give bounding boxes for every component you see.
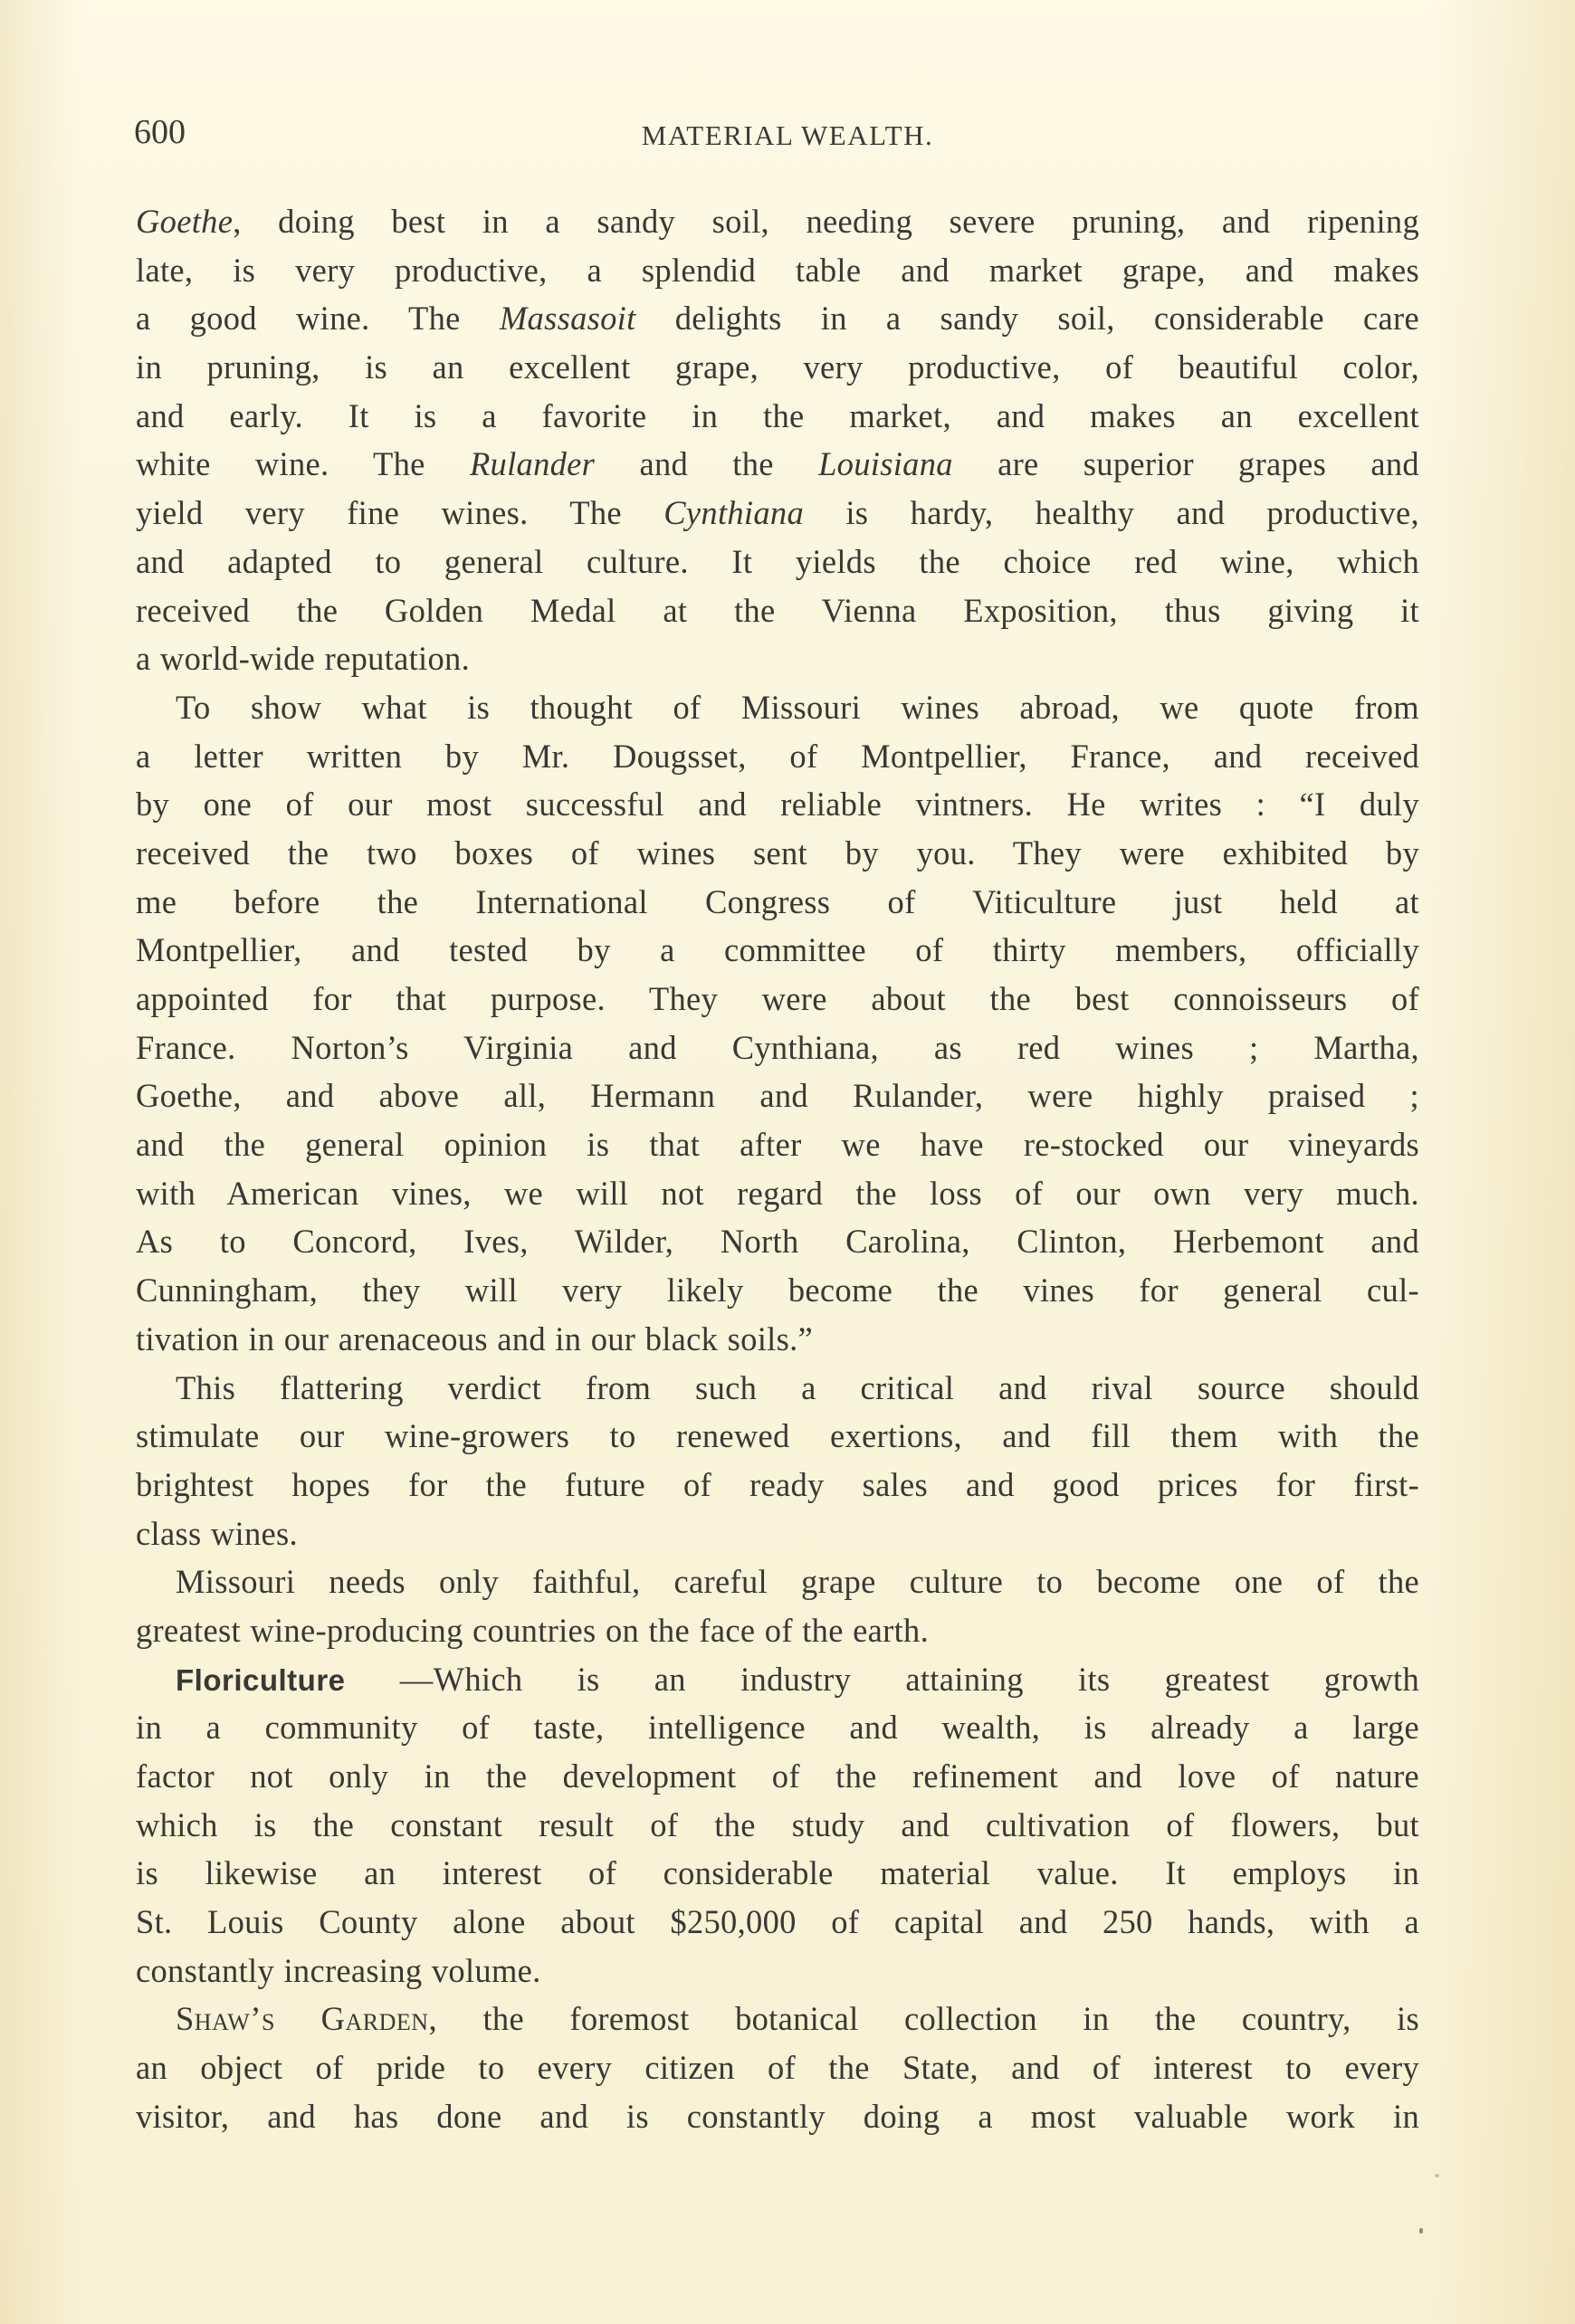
text-line [136,1266,1419,1315]
text-line [136,1024,1419,1072]
text-run: Missouri needs only faithful, careful grape culture to become one of the [176,1563,1419,1601]
text-run: This flattering verdict from such a critical and rival source should [176,1368,1419,1406]
text-line [136,732,1419,781]
text-run: constantly increasing volume. [136,1951,541,1989]
text-run: and adapted to general culture. It yields the choice red wine, which [136,542,1419,580]
text-run: tivation in our arenaceous and in our black soils.” [136,1319,814,1357]
text-line [136,1752,1419,1801]
text-line [136,1120,1419,1169]
text-line [136,1849,1419,1898]
text-line [136,197,1419,246]
text-line [136,586,1419,635]
text-run: with American vines, we will not regard the loss of our own very much. [136,1174,1419,1212]
text-line [136,392,1419,441]
text-run: factor not only in the development of the refinement and love of nature [136,1757,1419,1795]
italic-term: Cynthiana [663,494,805,532]
text-run: visitor, and has done and is constantly doing a most valuable work in [136,2097,1419,2135]
text-run: in pruning, is an excellent grape, very productive, of beautiful color, [136,348,1419,386]
text-line [136,975,1419,1024]
text-line [136,1606,1419,1655]
text-run: , doing best in a sandy soil, needing severe pruning, and ripening [233,203,1419,240]
text-run: late, is very productive, a splendid table and market grape, and makes [136,251,1419,289]
text-line [136,489,1419,538]
text-run: a good wine. The [136,300,500,338]
text-run: France. Norton’s Virginia and Cynthiana, as red wines ; Martha, [136,1028,1419,1066]
text-line [136,1703,1419,1752]
paper-speck [1419,2228,1423,2234]
paragraph-first-line [136,1995,1419,2043]
body-text [136,197,1419,2141]
text-line [136,2043,1419,2092]
text-run: are superior grapes and [952,445,1419,483]
text-line [136,1072,1419,1120]
text-line [136,926,1419,975]
text-run: is hardy, healthy and productive, [804,494,1419,532]
paragraph-first-line [136,1655,1419,1704]
text-line [136,1412,1419,1461]
text-run: Goethe, and above all, Hermann and Rulander, were highly praised ; [136,1077,1419,1115]
text-run: class wines. [136,1514,298,1552]
paragraph-first-line [136,1557,1419,1606]
text-run: , the foremost botanical collection in the country, is [428,2000,1419,2038]
text-run: and the [595,445,819,483]
text-line [136,1315,1419,1364]
text-line [136,1217,1419,1266]
text-line [136,2092,1419,2141]
text-run: me before the International Congress of Viticulture just held at [136,882,1419,920]
text-run: which is the constant result of the study and cultivation of flowers, but [136,1805,1419,1843]
text-line [136,878,1419,927]
text-run: in a community of taste, intelligence and wealth, is already a large [136,1709,1419,1747]
text-run: Cunningham, they will very likely become the vines for general cul- [136,1272,1419,1310]
text-run: stimulate our wine-growers to renewed exertions, and fill them with the [136,1417,1419,1455]
text-run: by one of our most successful and reliable vintners. He writes : “I duly [136,786,1419,824]
text-run: is likewise an interest of considerable material value. It employs in [136,1854,1419,1892]
paper-speck [1435,2174,1439,2177]
paragraph-first-line [136,1364,1419,1413]
text-line [136,294,1419,343]
text-run: St. Louis County alone about $250,000 of capital and 250 hands, with a [136,1903,1419,1941]
text-run: an object of pride to every citizen of the State, and of interest to every [136,2049,1419,2087]
text-run: and early. It is a favorite in the market, and makes an excellent [136,396,1419,434]
text-run: greatest wine-producing countries on the face of the earth. [136,1611,929,1649]
text-line [136,780,1419,829]
small-caps-term: Shaw’s Garden [176,2000,429,2038]
text-line [136,246,1419,295]
text-run: As to Concord, Ives, Wilder, North Carolina, Clinton, Herbemont and [136,1223,1419,1261]
paragraph-first-line [136,683,1419,732]
text-line [136,634,1419,683]
text-run: received the Golden Medal at the Vienna Exposition, thus giving it [136,591,1419,629]
italic-term: Louisiana [818,445,953,483]
page-number: 600 [134,113,186,151]
text-run: appointed for that purpose. They were about the best connoisseurs of [136,980,1419,1017]
text-line [136,1461,1419,1510]
running-title: MATERIAL WEALTH. [641,119,934,151]
italic-term: Massasoit [499,300,636,338]
text-line [136,538,1419,586]
text-run: —Which is an industry attaining its greatest growth [345,1660,1419,1698]
text-line [136,829,1419,878]
text-run: To show what is thought of Missouri wines abroad, we quote from [176,688,1419,726]
text-run: delights in a sandy soil, considerable care [635,300,1419,338]
text-run: and the general opinion is that after we have re-stocked our vineyards [136,1126,1419,1164]
text-run: white wine. The [136,445,470,483]
text-run: yield very fine wines. The [136,494,664,532]
text-run: a world-wide reputation. [136,640,471,678]
text-line [136,1801,1419,1850]
text-run: Montpellier, and tested by a committee of thirty members, officially [136,931,1419,969]
text-line [136,1898,1419,1947]
section-heading: Floriculture [176,1662,346,1697]
text-line [136,440,1419,489]
text-run: received the two boxes of wines sent by you. They were exhibited by [136,833,1419,872]
italic-term: Rulander [469,445,596,483]
text-run: brightest hopes for the future of ready sales and good prices for first- [136,1465,1419,1503]
text-line [136,1947,1419,1995]
text-line [136,1510,1419,1558]
text-run: a letter written by Mr. Dougsset, of Montpellier, France, and received [136,737,1419,775]
italic-term: Goethe [136,203,234,240]
text-line [136,1169,1419,1218]
text-line [136,343,1419,392]
